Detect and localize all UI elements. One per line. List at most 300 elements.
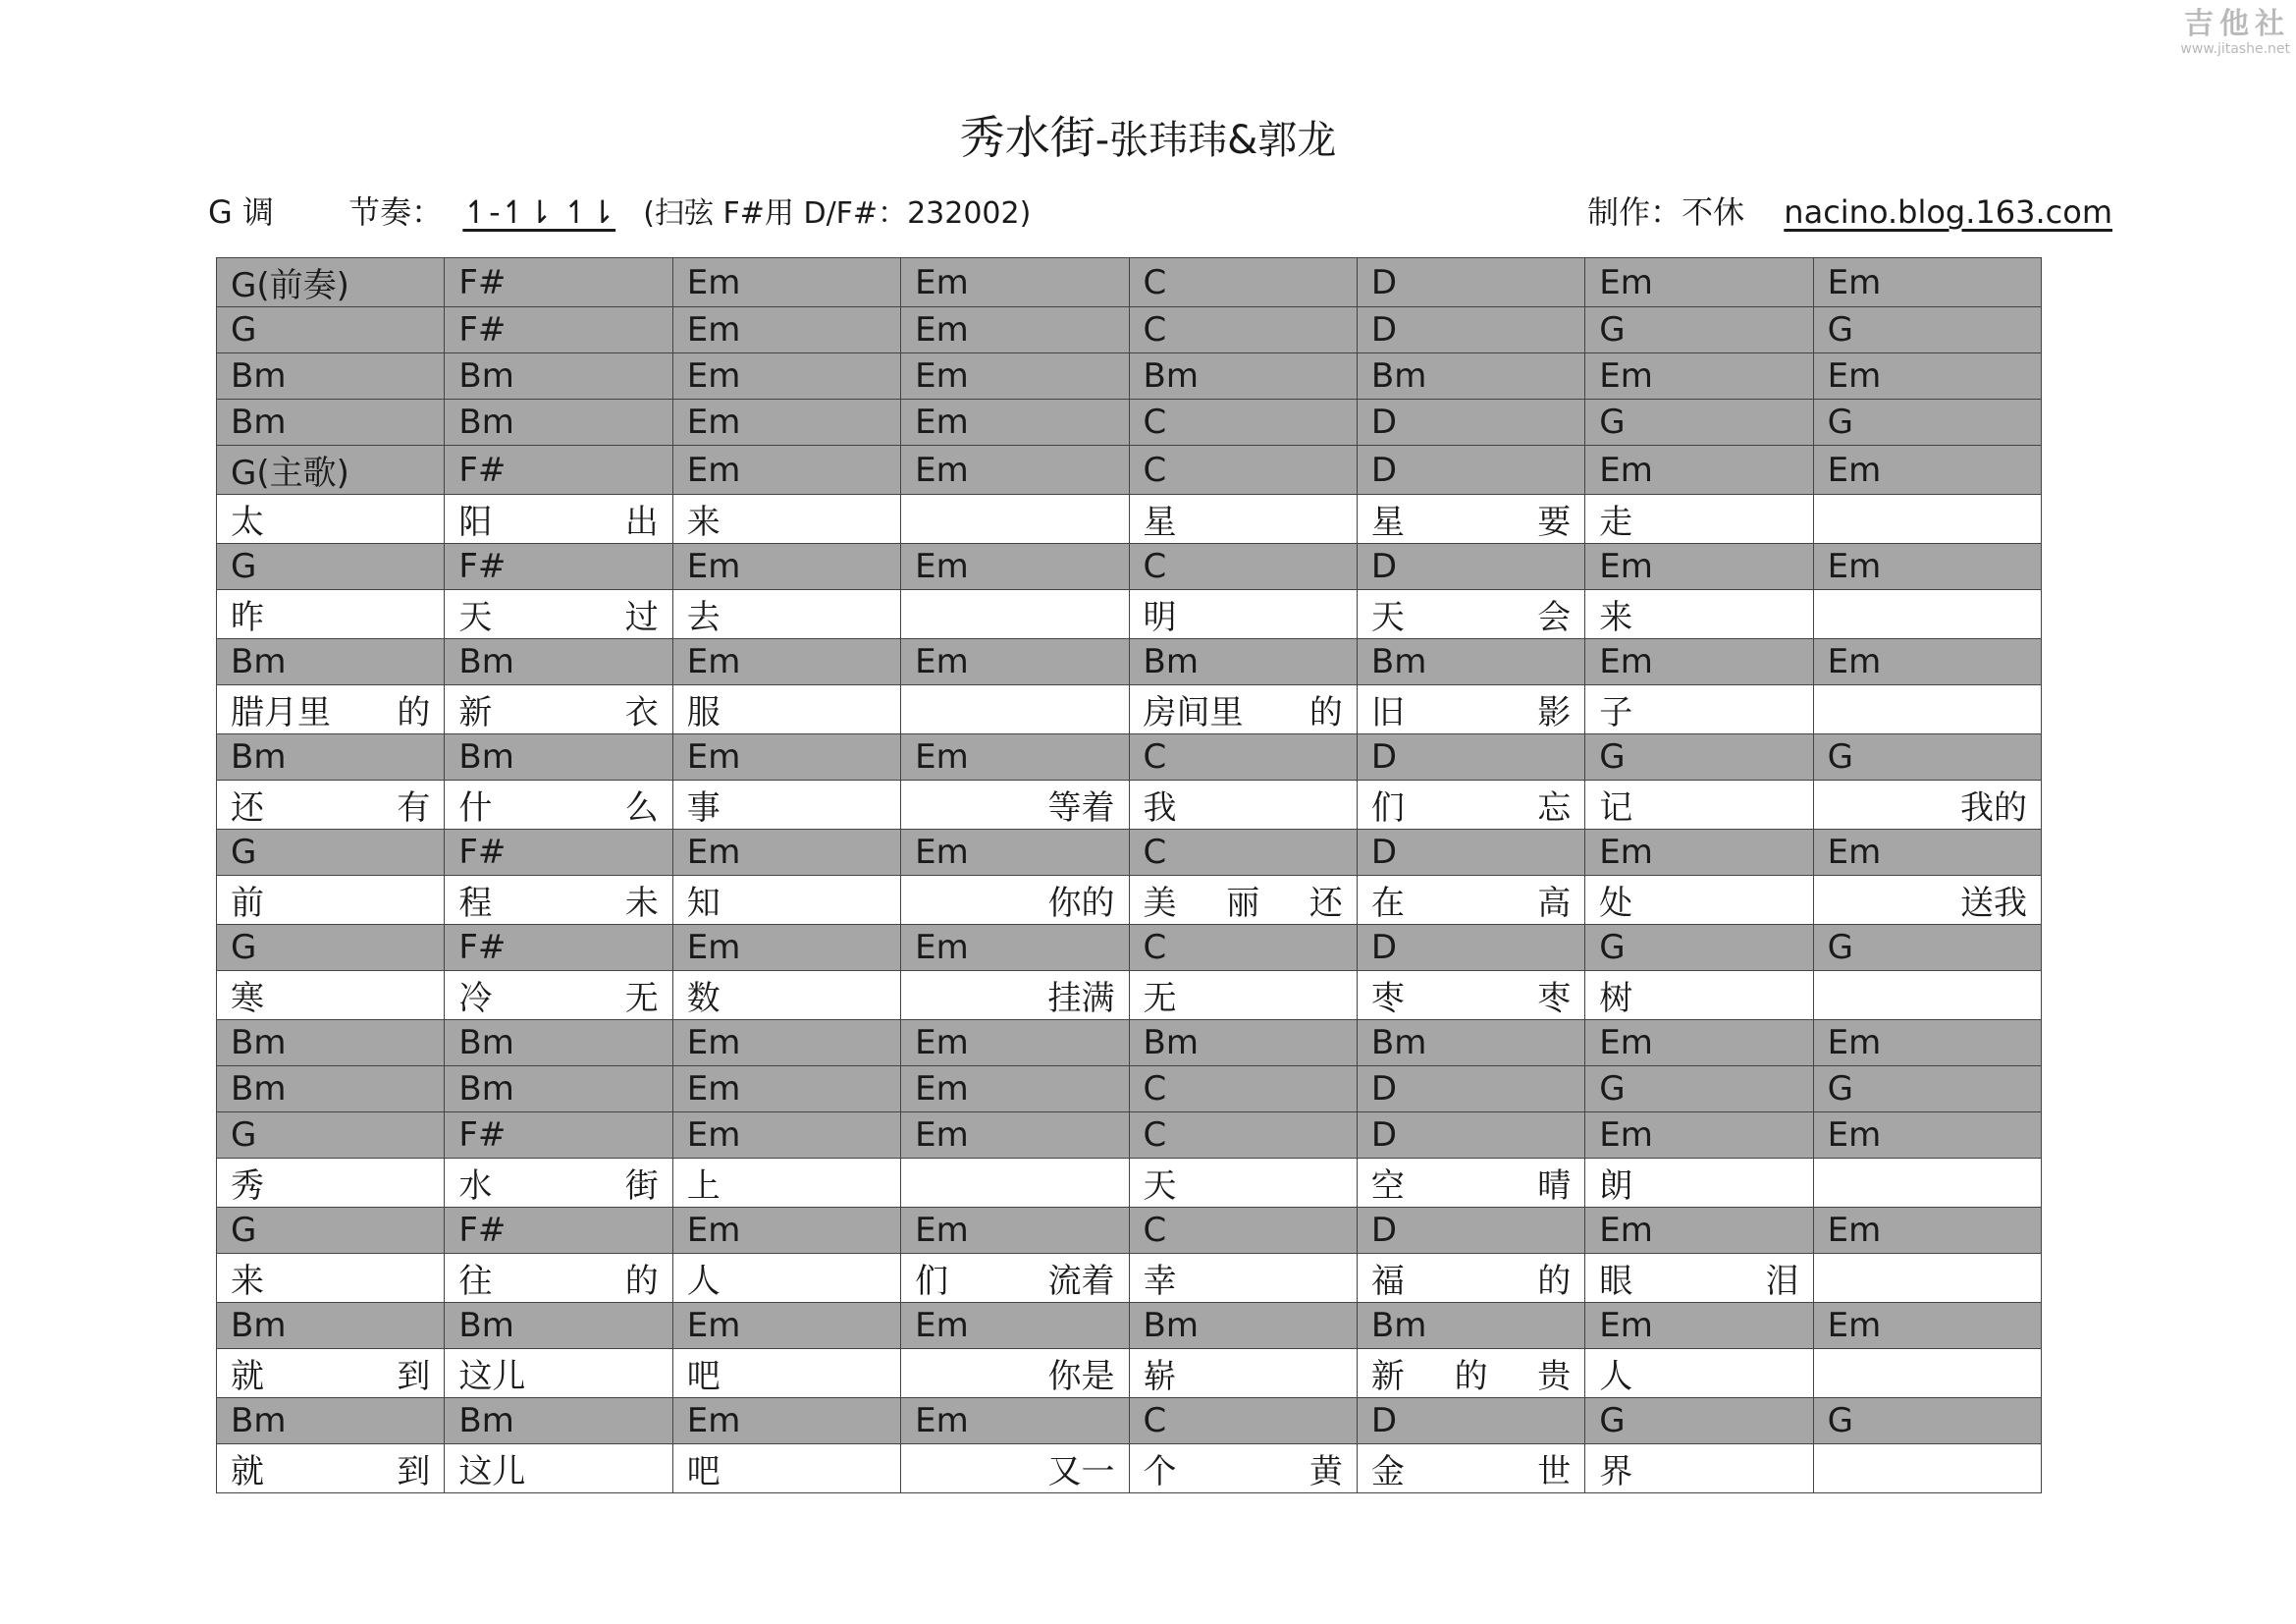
chord-name: C <box>1143 310 1167 350</box>
lyric-text: 来 <box>1599 598 1633 637</box>
cell-content <box>915 928 1114 967</box>
lyric-text: 天 <box>1143 1166 1177 1206</box>
lyric-cell <box>672 685 900 734</box>
chord-name: Em <box>1599 642 1653 681</box>
cell-content <box>458 356 658 396</box>
cell-content <box>1371 1211 1571 1250</box>
lyric-text: 人 <box>686 1262 721 1301</box>
chord-cell <box>1357 400 1584 446</box>
cell-content <box>231 495 430 543</box>
lyric-cell <box>445 876 672 925</box>
cell-content <box>687 876 886 924</box>
cell-content <box>1144 833 1343 872</box>
chord-name: G <box>231 928 257 967</box>
lyric-text: 又一 <box>1047 1452 1115 1491</box>
cell-content <box>1371 1349 1571 1397</box>
cell-content <box>1144 263 1343 302</box>
lyric-text: 腊月里 <box>231 693 331 732</box>
lyric-row <box>217 1349 2042 1398</box>
cell-content <box>1599 833 1798 872</box>
chord-name: Em <box>686 403 741 442</box>
cell-content <box>915 1115 1114 1155</box>
cell-content <box>1371 928 1571 967</box>
chord-cell <box>217 307 445 353</box>
chord-name: F# <box>458 1115 507 1155</box>
cell-content <box>231 1444 430 1492</box>
chord-cell <box>445 1208 672 1254</box>
chord-name: D <box>1370 1069 1398 1109</box>
lyric-cell <box>1129 495 1357 544</box>
chord-name: Bm <box>458 1069 514 1109</box>
chord-cell <box>672 1020 900 1066</box>
cell-content <box>1144 1023 1343 1062</box>
lyric-text: 泪 <box>1765 1262 1799 1301</box>
cell-content <box>1371 1254 1571 1302</box>
cell-content <box>458 1159 658 1207</box>
cell-content <box>458 833 658 872</box>
chord-name: Em <box>915 547 969 586</box>
chord-cell <box>901 258 1129 307</box>
cell-content <box>1599 1349 1798 1397</box>
cell-content <box>1371 685 1571 733</box>
chord-cell <box>445 1066 672 1112</box>
lyric-text: 的 <box>1454 1357 1488 1396</box>
chord-cell <box>1357 830 1584 876</box>
chord-name: Em <box>1827 642 1882 681</box>
chord-cell <box>672 639 900 685</box>
chord-cell <box>1813 830 2041 876</box>
lyric-text: 寒 <box>231 979 264 1018</box>
lyric-cell <box>1129 781 1357 830</box>
lyric-cell <box>672 1444 900 1493</box>
chord-cell <box>1585 446 1813 495</box>
chord-name: D <box>1370 928 1398 967</box>
cell-content <box>458 1023 658 1062</box>
cell-content <box>1144 1444 1343 1492</box>
chord-cell <box>1813 353 2041 400</box>
lyric-cell <box>445 685 672 734</box>
chord-name: G <box>1599 1069 1626 1109</box>
lyric-text: 子 <box>1599 693 1633 732</box>
cell-content <box>1144 1254 1343 1302</box>
lyric-cell <box>672 876 900 925</box>
lyric-text: 天 <box>1370 598 1405 637</box>
chord-name: Em <box>1827 356 1882 396</box>
cell-content <box>458 1401 658 1440</box>
chord-name: Em <box>915 928 969 967</box>
chord-cell <box>1357 1020 1584 1066</box>
chord-name: C <box>1143 262 1167 302</box>
chord-name: Bm <box>1143 642 1199 681</box>
chord-name: D <box>1370 450 1398 490</box>
lyric-cell <box>1129 1159 1357 1208</box>
chord-cell <box>1357 258 1584 307</box>
cell-content <box>687 1159 886 1207</box>
chord-row <box>217 830 2042 876</box>
cell-content <box>915 781 1114 829</box>
chord-name: D <box>1370 1115 1398 1155</box>
cell-content <box>1371 495 1571 543</box>
chord-cell <box>1585 734 1813 781</box>
chord-name: Em <box>915 833 969 872</box>
lyric-text: 等着 <box>1047 788 1115 828</box>
song-name: 秀水街 <box>959 111 1095 164</box>
lyric-cell <box>901 876 1129 925</box>
lyric-cell <box>217 971 445 1020</box>
lyric-cell <box>1357 876 1584 925</box>
chord-cell <box>445 830 672 876</box>
cell-content <box>687 310 886 350</box>
chord-cell <box>1585 925 1813 971</box>
lyric-text: 眼 <box>1599 1262 1633 1301</box>
chord-name: Bm <box>458 642 514 681</box>
lyric-text: 世 <box>1537 1452 1572 1491</box>
lyric-text: 星 <box>1370 503 1405 542</box>
cell-content <box>1599 1211 1798 1250</box>
chord-name: Em <box>686 1069 741 1109</box>
cell-content <box>458 403 658 442</box>
lyric-cell <box>672 1159 900 1208</box>
chord-row <box>217 400 2042 446</box>
lyric-cell <box>1585 685 1813 734</box>
cell-content <box>458 928 658 967</box>
lyric-text: 送我 <box>1960 884 2027 923</box>
chord-cell <box>217 925 445 971</box>
chord-name: Em <box>686 737 741 777</box>
cell-content <box>1599 971 1798 1019</box>
cell-content <box>1828 1401 2027 1440</box>
cell-content <box>1599 495 1798 543</box>
chord-cell <box>217 258 445 307</box>
lyric-text: 出 <box>624 503 659 542</box>
cell-content <box>1371 737 1571 777</box>
cell-content <box>231 1159 430 1207</box>
cell-content <box>231 547 430 586</box>
cell-content <box>231 876 430 924</box>
chord-row <box>217 734 2042 781</box>
lyric-text: 前 <box>231 884 264 923</box>
lyric-cell <box>445 590 672 639</box>
chord-name: Em <box>686 1023 741 1062</box>
chord-name: C <box>1143 833 1167 872</box>
cell-content <box>1828 403 2027 442</box>
chord-cell <box>1357 544 1584 590</box>
cell-content <box>231 1115 430 1155</box>
chord-name: Em <box>686 310 741 350</box>
cell-content <box>1371 1159 1571 1207</box>
cell-content <box>231 258 430 306</box>
lyric-cell <box>1585 1444 1813 1493</box>
cell-content <box>1828 263 2027 302</box>
cell-content <box>687 547 886 586</box>
chord-name: Bm <box>458 356 514 396</box>
chord-name: Em <box>1599 1115 1653 1155</box>
cell-content <box>231 1023 430 1062</box>
lyric-text: 贵 <box>1537 1357 1572 1396</box>
chord-name: Em <box>915 1115 969 1155</box>
chord-name: Em <box>686 1306 741 1345</box>
cell-content <box>687 1306 886 1345</box>
cell-content <box>1371 403 1571 442</box>
lyric-text: 金 <box>1370 1452 1405 1491</box>
lyric-text: 美 <box>1143 884 1177 923</box>
chord-cell <box>672 1066 900 1112</box>
chord-cell <box>901 734 1129 781</box>
chord-cell <box>1585 1208 1813 1254</box>
lyric-text: 的 <box>624 1262 659 1301</box>
lyric-cell <box>672 971 900 1020</box>
chord-cell <box>672 353 900 400</box>
lyric-text: 这儿 <box>458 1357 526 1396</box>
cell-content <box>1371 1306 1571 1345</box>
cell-content <box>687 737 886 777</box>
chord-chart-table <box>216 257 2042 1493</box>
chord-name: G <box>1827 1069 1853 1109</box>
chord-cell <box>672 400 900 446</box>
cell-content <box>1828 833 2027 872</box>
cell-content <box>1599 547 1798 586</box>
blog-link[interactable]: nacino.blog.163.com <box>1784 193 2112 231</box>
lyric-text: 还 <box>231 788 264 828</box>
lyric-cell <box>445 781 672 830</box>
chord-cell <box>901 1112 1129 1159</box>
chord-name: Em <box>915 403 969 442</box>
lyric-text: 数 <box>686 979 721 1018</box>
chord-name: G <box>1599 403 1626 442</box>
chord-cell <box>217 1112 445 1159</box>
chord-name: Em <box>915 1023 969 1062</box>
chord-name: G(主歌) <box>231 454 349 493</box>
lyric-text: 吧 <box>686 1452 721 1491</box>
chord-cell <box>901 639 1129 685</box>
chord-cell <box>445 544 672 590</box>
cell-content <box>1371 1069 1571 1109</box>
chord-cell <box>1813 1066 2041 1112</box>
lyric-cell <box>901 1349 1129 1398</box>
chord-row <box>217 1398 2042 1444</box>
strum-note: (扫弦 F#用 D/F#：232002) <box>643 196 1032 231</box>
lyric-cell <box>1585 590 1813 639</box>
chord-name: Bm <box>231 403 287 442</box>
chord-name: Em <box>1599 547 1653 586</box>
lyric-text: 就 <box>231 1357 264 1396</box>
chord-cell <box>1813 925 2041 971</box>
lyric-text: 天 <box>458 598 493 637</box>
cell-content <box>1599 928 1798 967</box>
chord-name: Em <box>1599 1023 1653 1062</box>
chord-name: Bm <box>1143 1023 1199 1062</box>
cell-content <box>231 446 430 494</box>
lyric-cell <box>217 1349 445 1398</box>
info-line <box>208 185 2112 240</box>
lyric-cell <box>901 1444 1129 1493</box>
chord-cell <box>1813 734 2041 781</box>
chord-cell <box>1129 639 1357 685</box>
lyric-text: 影 <box>1537 693 1572 732</box>
lyric-text: 界 <box>1599 1452 1633 1491</box>
lyric-row <box>217 590 2042 639</box>
chord-cell <box>217 830 445 876</box>
cell-content <box>1599 1401 1798 1440</box>
lyric-text: 会 <box>1537 598 1572 637</box>
chord-cell <box>445 353 672 400</box>
song-artist: -张玮玮&郭龙 <box>1095 118 1337 163</box>
cell-content <box>458 547 658 586</box>
chord-cell <box>1129 1020 1357 1066</box>
lyric-text: 处 <box>1599 884 1633 923</box>
lyric-text: 们 <box>1370 788 1405 828</box>
cell-content <box>687 403 886 442</box>
chord-name: Em <box>686 833 741 872</box>
chord-cell <box>445 639 672 685</box>
chord-cell <box>901 400 1129 446</box>
lyric-text: 程 <box>458 884 493 923</box>
cell-content <box>458 263 658 302</box>
chord-name: Bm <box>1143 1306 1199 1345</box>
chord-name: G <box>1599 1401 1626 1440</box>
cell-content <box>1144 1211 1343 1250</box>
chord-cell <box>1813 639 2041 685</box>
chord-name: C <box>1143 403 1167 442</box>
chord-row <box>217 1066 2042 1112</box>
cell-content <box>458 1444 658 1492</box>
chord-cell <box>672 1208 900 1254</box>
cell-content <box>231 971 430 1019</box>
lyric-text: 的 <box>397 693 431 732</box>
cell-content <box>1144 495 1343 543</box>
cell-content <box>1144 451 1343 490</box>
chord-cell <box>217 400 445 446</box>
cell-content <box>687 1349 886 1397</box>
cell-content <box>1371 781 1571 829</box>
chord-name: G <box>231 833 257 872</box>
cell-content <box>1371 833 1571 872</box>
chord-row <box>217 1112 2042 1159</box>
cell-content <box>1371 1401 1571 1440</box>
chord-cell <box>217 639 445 685</box>
cell-content <box>1144 928 1343 967</box>
chord-name: Em <box>915 1306 969 1345</box>
lyric-text: 个 <box>1143 1452 1177 1491</box>
chord-name: Bm <box>231 642 287 681</box>
cell-content <box>1144 971 1343 1019</box>
chord-cell <box>1813 258 2041 307</box>
chord-name: Bm <box>458 1401 514 1440</box>
chord-name: C <box>1143 1115 1167 1155</box>
cell-content <box>231 403 430 442</box>
lyric-text: 幸 <box>1143 1262 1177 1301</box>
cell-content <box>1599 1254 1798 1302</box>
cell-content <box>915 1023 1114 1062</box>
lyric-cell <box>672 781 900 830</box>
cell-content <box>231 928 430 967</box>
cell-content <box>1828 1211 2027 1250</box>
lyric-text: 挂满 <box>1047 979 1115 1018</box>
chord-cell <box>1585 639 1813 685</box>
chord-cell <box>445 925 672 971</box>
lyric-cell <box>1585 781 1813 830</box>
chord-name: Em <box>1827 833 1882 872</box>
maker-credit: 制作：不休 <box>1587 193 1745 231</box>
lyric-cell <box>672 590 900 639</box>
cell-content <box>687 1211 886 1250</box>
cell-content <box>458 781 658 829</box>
chord-name: D <box>1370 737 1398 777</box>
lyric-cell <box>217 1444 445 1493</box>
lyric-cell <box>1813 495 2041 544</box>
lyric-text: 么 <box>624 788 659 828</box>
lyric-text: 树 <box>1599 979 1633 1018</box>
cell-content <box>458 310 658 350</box>
lyric-text: 的 <box>1308 693 1343 732</box>
chord-cell <box>1129 925 1357 971</box>
cell-content <box>687 263 886 302</box>
cell-content <box>915 1069 1114 1109</box>
cell-content <box>458 1115 658 1155</box>
cell-content <box>458 451 658 490</box>
rhythm-pattern: ↿-↿⇂ ↿⇂ <box>462 193 616 231</box>
chord-cell <box>901 1303 1129 1349</box>
lyric-text: 就 <box>231 1452 264 1491</box>
chord-cell <box>901 830 1129 876</box>
lyric-text: 我的 <box>1960 788 2027 828</box>
lyric-cell <box>1585 876 1813 925</box>
cell-content <box>1828 310 2027 350</box>
chord-cell <box>1129 307 1357 353</box>
chord-row <box>217 307 2042 353</box>
lyric-cell <box>217 876 445 925</box>
chord-row <box>217 1020 2042 1066</box>
chord-name: Bm <box>1370 1306 1427 1345</box>
cell-content <box>915 1211 1114 1250</box>
cell-content <box>458 685 658 733</box>
cell-content <box>458 1349 658 1397</box>
chord-cell <box>672 830 900 876</box>
cell-content <box>915 403 1114 442</box>
cell-content <box>1828 451 2027 490</box>
chord-name: Bm <box>458 737 514 777</box>
lyric-cell <box>672 1349 900 1398</box>
chord-name: C <box>1143 547 1167 586</box>
chord-name: G <box>1599 310 1626 350</box>
chord-name: Bm <box>1370 1023 1427 1062</box>
chord-name: D <box>1370 1211 1398 1250</box>
chord-cell <box>672 446 900 495</box>
chord-cell <box>217 1303 445 1349</box>
lyric-text: 水 <box>458 1166 493 1206</box>
chord-name: G <box>231 1115 257 1155</box>
chord-name: Em <box>1599 262 1653 302</box>
chord-name: Em <box>1599 356 1653 396</box>
chord-cell <box>1585 400 1813 446</box>
cell-content <box>915 1306 1114 1345</box>
chord-cell <box>1129 258 1357 307</box>
cell-content <box>1599 451 1798 490</box>
chord-cell <box>1813 1208 2041 1254</box>
cell-content <box>687 971 886 1019</box>
chord-name: Em <box>686 450 741 490</box>
lyric-text: 在 <box>1370 884 1405 923</box>
chord-name: D <box>1370 403 1398 442</box>
chord-name: Em <box>1599 833 1653 872</box>
chord-cell <box>1585 307 1813 353</box>
chord-name: F# <box>458 262 507 302</box>
cell-content <box>1599 403 1798 442</box>
cell-content <box>1371 1023 1571 1062</box>
cell-content <box>687 781 886 829</box>
lyric-row <box>217 781 2042 830</box>
chord-cell <box>901 925 1129 971</box>
